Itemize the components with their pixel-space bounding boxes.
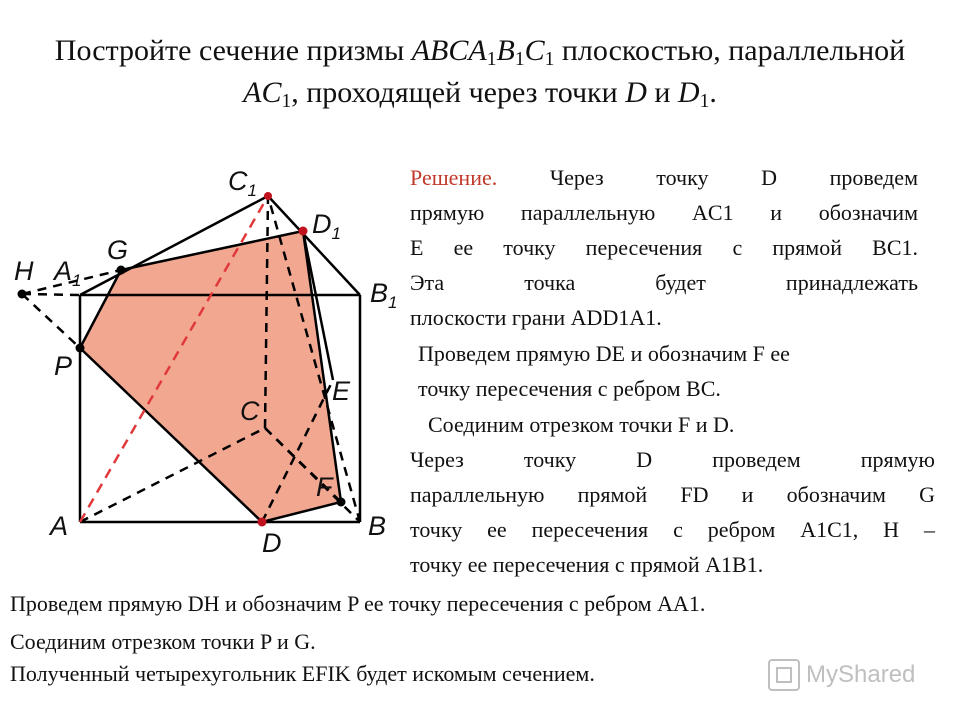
solution-line-13: Проведем прямую DH и обозначим P ее точку пересечения с ребром AA1. (10, 591, 706, 616)
point-D1 (299, 227, 308, 236)
task-text: , проходящей через точки (291, 76, 626, 109)
solution-line-11: точку ее пересечения с ребром A1C1, H – (410, 517, 935, 542)
solution-line-15: Полученный четырехугольник EFIK будет искомым сечением. (10, 661, 595, 686)
task-line-1 (0, 30, 960, 72)
task-var: C (524, 34, 545, 67)
solution-label: Решение. (410, 165, 498, 190)
task-text: плоскостью, параллельной (554, 34, 906, 67)
solution-line-10: параллельную прямой FD и обозначим G (410, 482, 935, 507)
task-sub: 1 (486, 48, 497, 70)
solution-line-3: E ее точку пересечения с прямой BC1. (410, 235, 918, 260)
label-A1: $A_1$ (54, 256, 82, 290)
label-D1: $D_1$ (312, 209, 341, 243)
hidden-H-P (22, 294, 80, 348)
point-H (18, 290, 27, 299)
task-var: D (677, 76, 700, 109)
watermark-logo-icon (768, 659, 800, 691)
point-F (337, 498, 346, 507)
task-line-2 (0, 72, 960, 114)
label-P: P (54, 351, 73, 381)
label-G: G (107, 235, 129, 265)
point-D (258, 518, 267, 527)
solution-line-5: плоскости грани ADD1A1. (410, 305, 662, 330)
solution-line-7: точку пересечения с ребром BC. (418, 376, 721, 401)
task-var: AC (243, 76, 282, 109)
point-G (117, 266, 126, 275)
solution-line-14: Соединим отрезком точки P и G. (10, 629, 316, 654)
label-B: B (368, 511, 387, 541)
task-sub: 1 (514, 48, 525, 70)
solution-text: Через точку D проведем (497, 165, 918, 190)
solution-line-12: точку ее пересечения с прямой A1B1. (410, 552, 764, 577)
watermark-text: MyShared (806, 661, 916, 688)
watermark (768, 660, 915, 690)
task-var: ABCA (411, 34, 487, 67)
label-C: C (240, 396, 260, 426)
task-var: B (496, 34, 515, 67)
prism-diagram (0, 150, 410, 570)
task-var: D (625, 76, 647, 109)
solution-line-4: Эта точка будет принадлежать (410, 270, 918, 295)
task-sub: 1 (281, 90, 292, 112)
task-sub: 1 (699, 90, 710, 112)
task-text: Постройте сечение призмы (54, 34, 412, 67)
solution-line-1 (410, 160, 918, 195)
label-B1: $B_1$ (370, 278, 398, 312)
point-C1 (264, 192, 272, 200)
label-D: D (262, 528, 282, 558)
label-H: H (14, 256, 34, 286)
task-text: . (709, 76, 717, 109)
solution-line-8: Соединим отрезком точки F и D. (428, 412, 735, 437)
solution-line-2: прямую параллельную AC1 и обозначим (410, 200, 918, 225)
label-C1: $C_1$ (228, 166, 257, 200)
label-F: F (316, 472, 333, 502)
task-text: и (646, 76, 678, 109)
label-A: A (50, 511, 69, 541)
solution-line-6: Проведем прямую DE и обозначим F ее (418, 341, 790, 366)
solution-line-9: Через точку D проведем прямую (410, 447, 935, 472)
hidden-H-A1 (22, 294, 80, 295)
label-E: E (332, 376, 351, 406)
task-statement (0, 30, 960, 114)
point-P (76, 344, 85, 353)
task-sub: 1 (544, 48, 555, 70)
